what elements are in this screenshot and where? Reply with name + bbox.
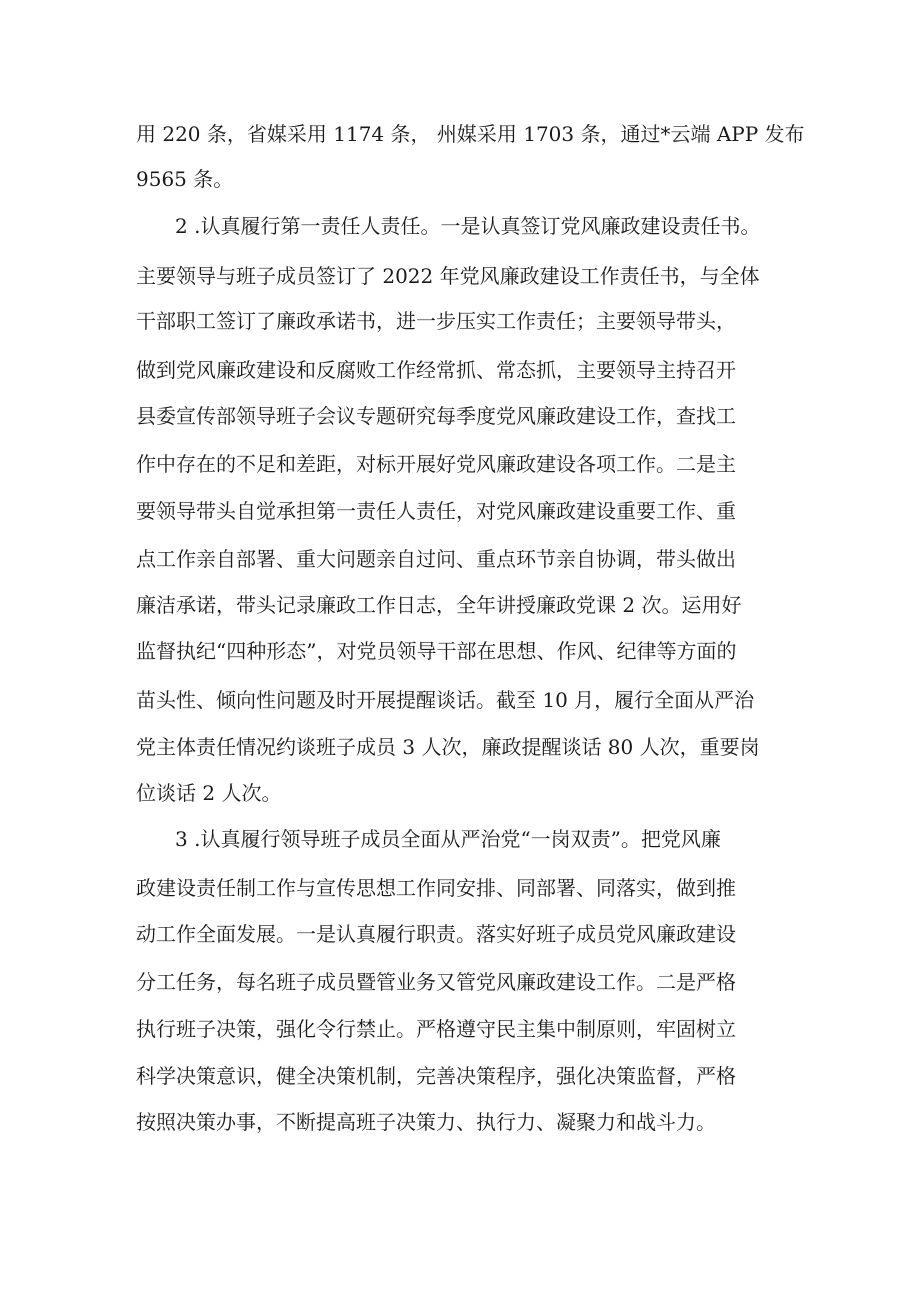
text-line: 位谈话 2 人次。 bbox=[136, 781, 282, 805]
text-line: 要领导带头自觉承担第一责任人责任，对党风廉政建设重要工作、重 bbox=[136, 499, 736, 523]
text-line: 3 .认真履行领导班子成员全面从严治党“一岗双责”。把党风廉 bbox=[175, 827, 721, 851]
text-line: 县委宣传部领导班子会议专题研究每季度党风廉政建设工作，查找工 bbox=[136, 404, 736, 428]
text-line: 作中存在的不足和差距，对标开展好党风廉政建设各项工作。二是主 bbox=[136, 452, 736, 476]
text-line: 执行班子决策，强化令行禁止。严格遵守民主集中制原则，牢固树立 bbox=[136, 1017, 736, 1041]
text-line: 科学决策意识，健全决策机制，完善决策程序，强化决策监督，严格 bbox=[136, 1064, 736, 1088]
text-line: 干部职工签订了廉政承诺书，进一步压实工作责任；主要领导带头， bbox=[136, 309, 736, 333]
text-line: 主要领导与班子成员签订了 2022 年党风廉政建设工作责任书，与全体 bbox=[136, 264, 760, 288]
text-line: 点工作亲自部署、重大问题亲自过问、重点环节亲自协调，带头做出 bbox=[136, 547, 736, 571]
text-line: 做到党风廉政建设和反腐败工作经常抓、常态抓，主要领导主持召开 bbox=[136, 358, 736, 382]
text-line: 苗头性、倾向性问题及时开展提醒谈话。截至 10 月，履行全面从严治 bbox=[136, 688, 755, 712]
text-line: 动工作全面发展。一是认真履行职责。落实好班子成员党风廉政建设 bbox=[136, 922, 736, 946]
text-line: 按照决策办事，不断提高班子决策力、执行力、凝聚力和战斗力。 bbox=[136, 1110, 716, 1134]
text-line: 廉洁承诺，带头记录廉政工作日志，全年讲授廉政党课 2 次。运用好 bbox=[136, 593, 742, 617]
text-line: 党主体责任情况约谈班子成员 3 人次，廉政提醒谈话 80 人次，重要岗 bbox=[136, 735, 760, 759]
text-line: 政建设责任制工作与宣传思想工作同安排、同部署、同落实，做到推 bbox=[136, 876, 736, 900]
text-line: 2 .认真履行第一责任人责任。一是认真签订党风廉政建设责任书。 bbox=[175, 214, 761, 238]
text-line: 分工任务，每名班子成员暨管业务又管党风廉政建设工作。二是严格 bbox=[136, 970, 736, 994]
text-line: 监督执纪“四种形态”，对党员领导干部在思想、作风、纪律等方面的 bbox=[136, 639, 737, 663]
text-line: 9565 条。 bbox=[136, 167, 234, 191]
text-line: 用 220 条，省媒采用 1174 条， 州媒采用 1703 条，通过*云端 APP 发布 bbox=[136, 122, 805, 146]
